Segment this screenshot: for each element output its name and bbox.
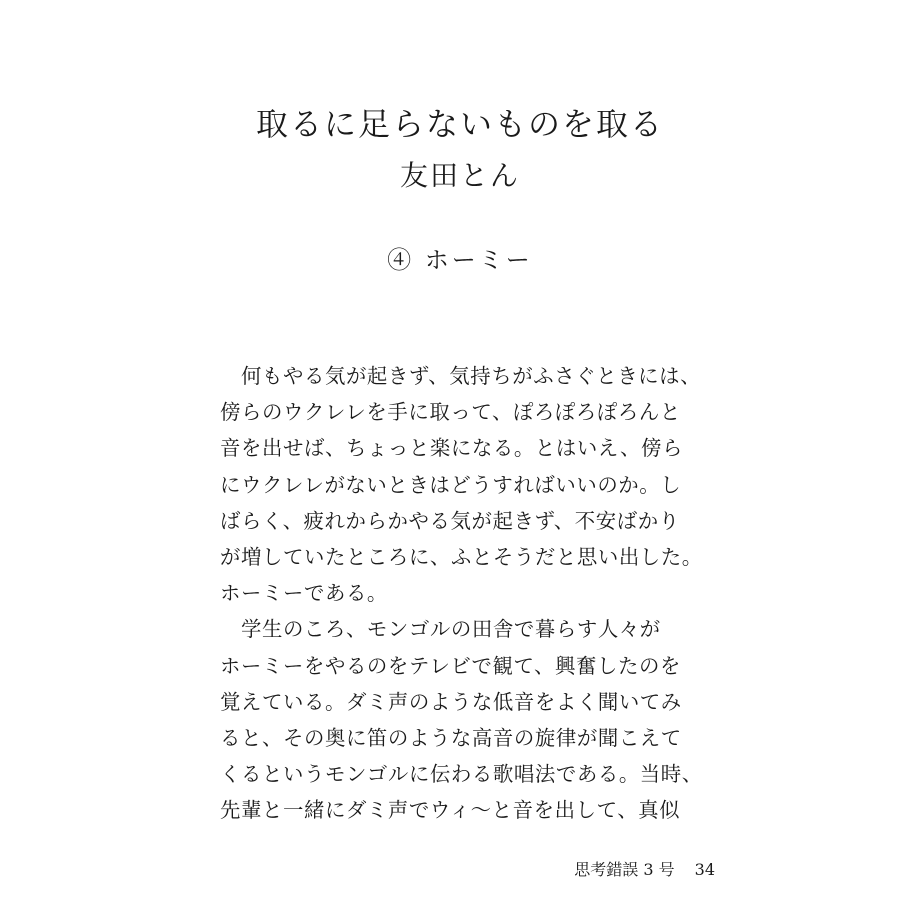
body-line: にウクレレがないときはどうすればいいのか。し [220,472,682,497]
body-line: 学生のころ、モンゴルの田舎で暮らす人々が [220,617,661,642]
body-text [220,358,710,828]
body-line: が増していたところに、ふとそうだと思い出した。 [220,544,703,569]
body-line: ホーミーである。 [220,581,388,606]
body-line: ると、その奥に笛のような高音の旋律が聞こえて [220,725,682,750]
author-name: 友田とん [399,159,520,192]
body-line: 何もやる気が起きず、気持ちがふさぐときには、 [220,364,702,388]
chapter-heading: ④ ホーミー [387,246,533,274]
journal-name: 思考錯誤 3 号 [574,860,675,879]
body-line: 傍らのウクレレを手に取って、ぽろぽろぽろんと [220,400,681,425]
page-footer [540,858,715,882]
body-line: くるというモンゴルに伝わる歌唱法である。当時、 [220,762,703,787]
body-line: 音を出せば、ちょっと楽になる。とはいえ、傍ら [220,436,684,461]
essay-title: 取るに足らないものを取る [255,105,664,143]
body-line: 覚えている。ダミ声のような低音をよく聞いてみ [220,689,682,714]
body-line: ばらく、疲れからかやる気が起きず、不安ばかり [220,508,680,533]
page-number: 34 [694,860,715,879]
body-line: ホーミーをやるのをテレビで観て、興奮したのを [220,653,681,678]
body-line: 先輩と一緒にダミ声でウィ〜と音を出して、真似 [220,798,681,823]
